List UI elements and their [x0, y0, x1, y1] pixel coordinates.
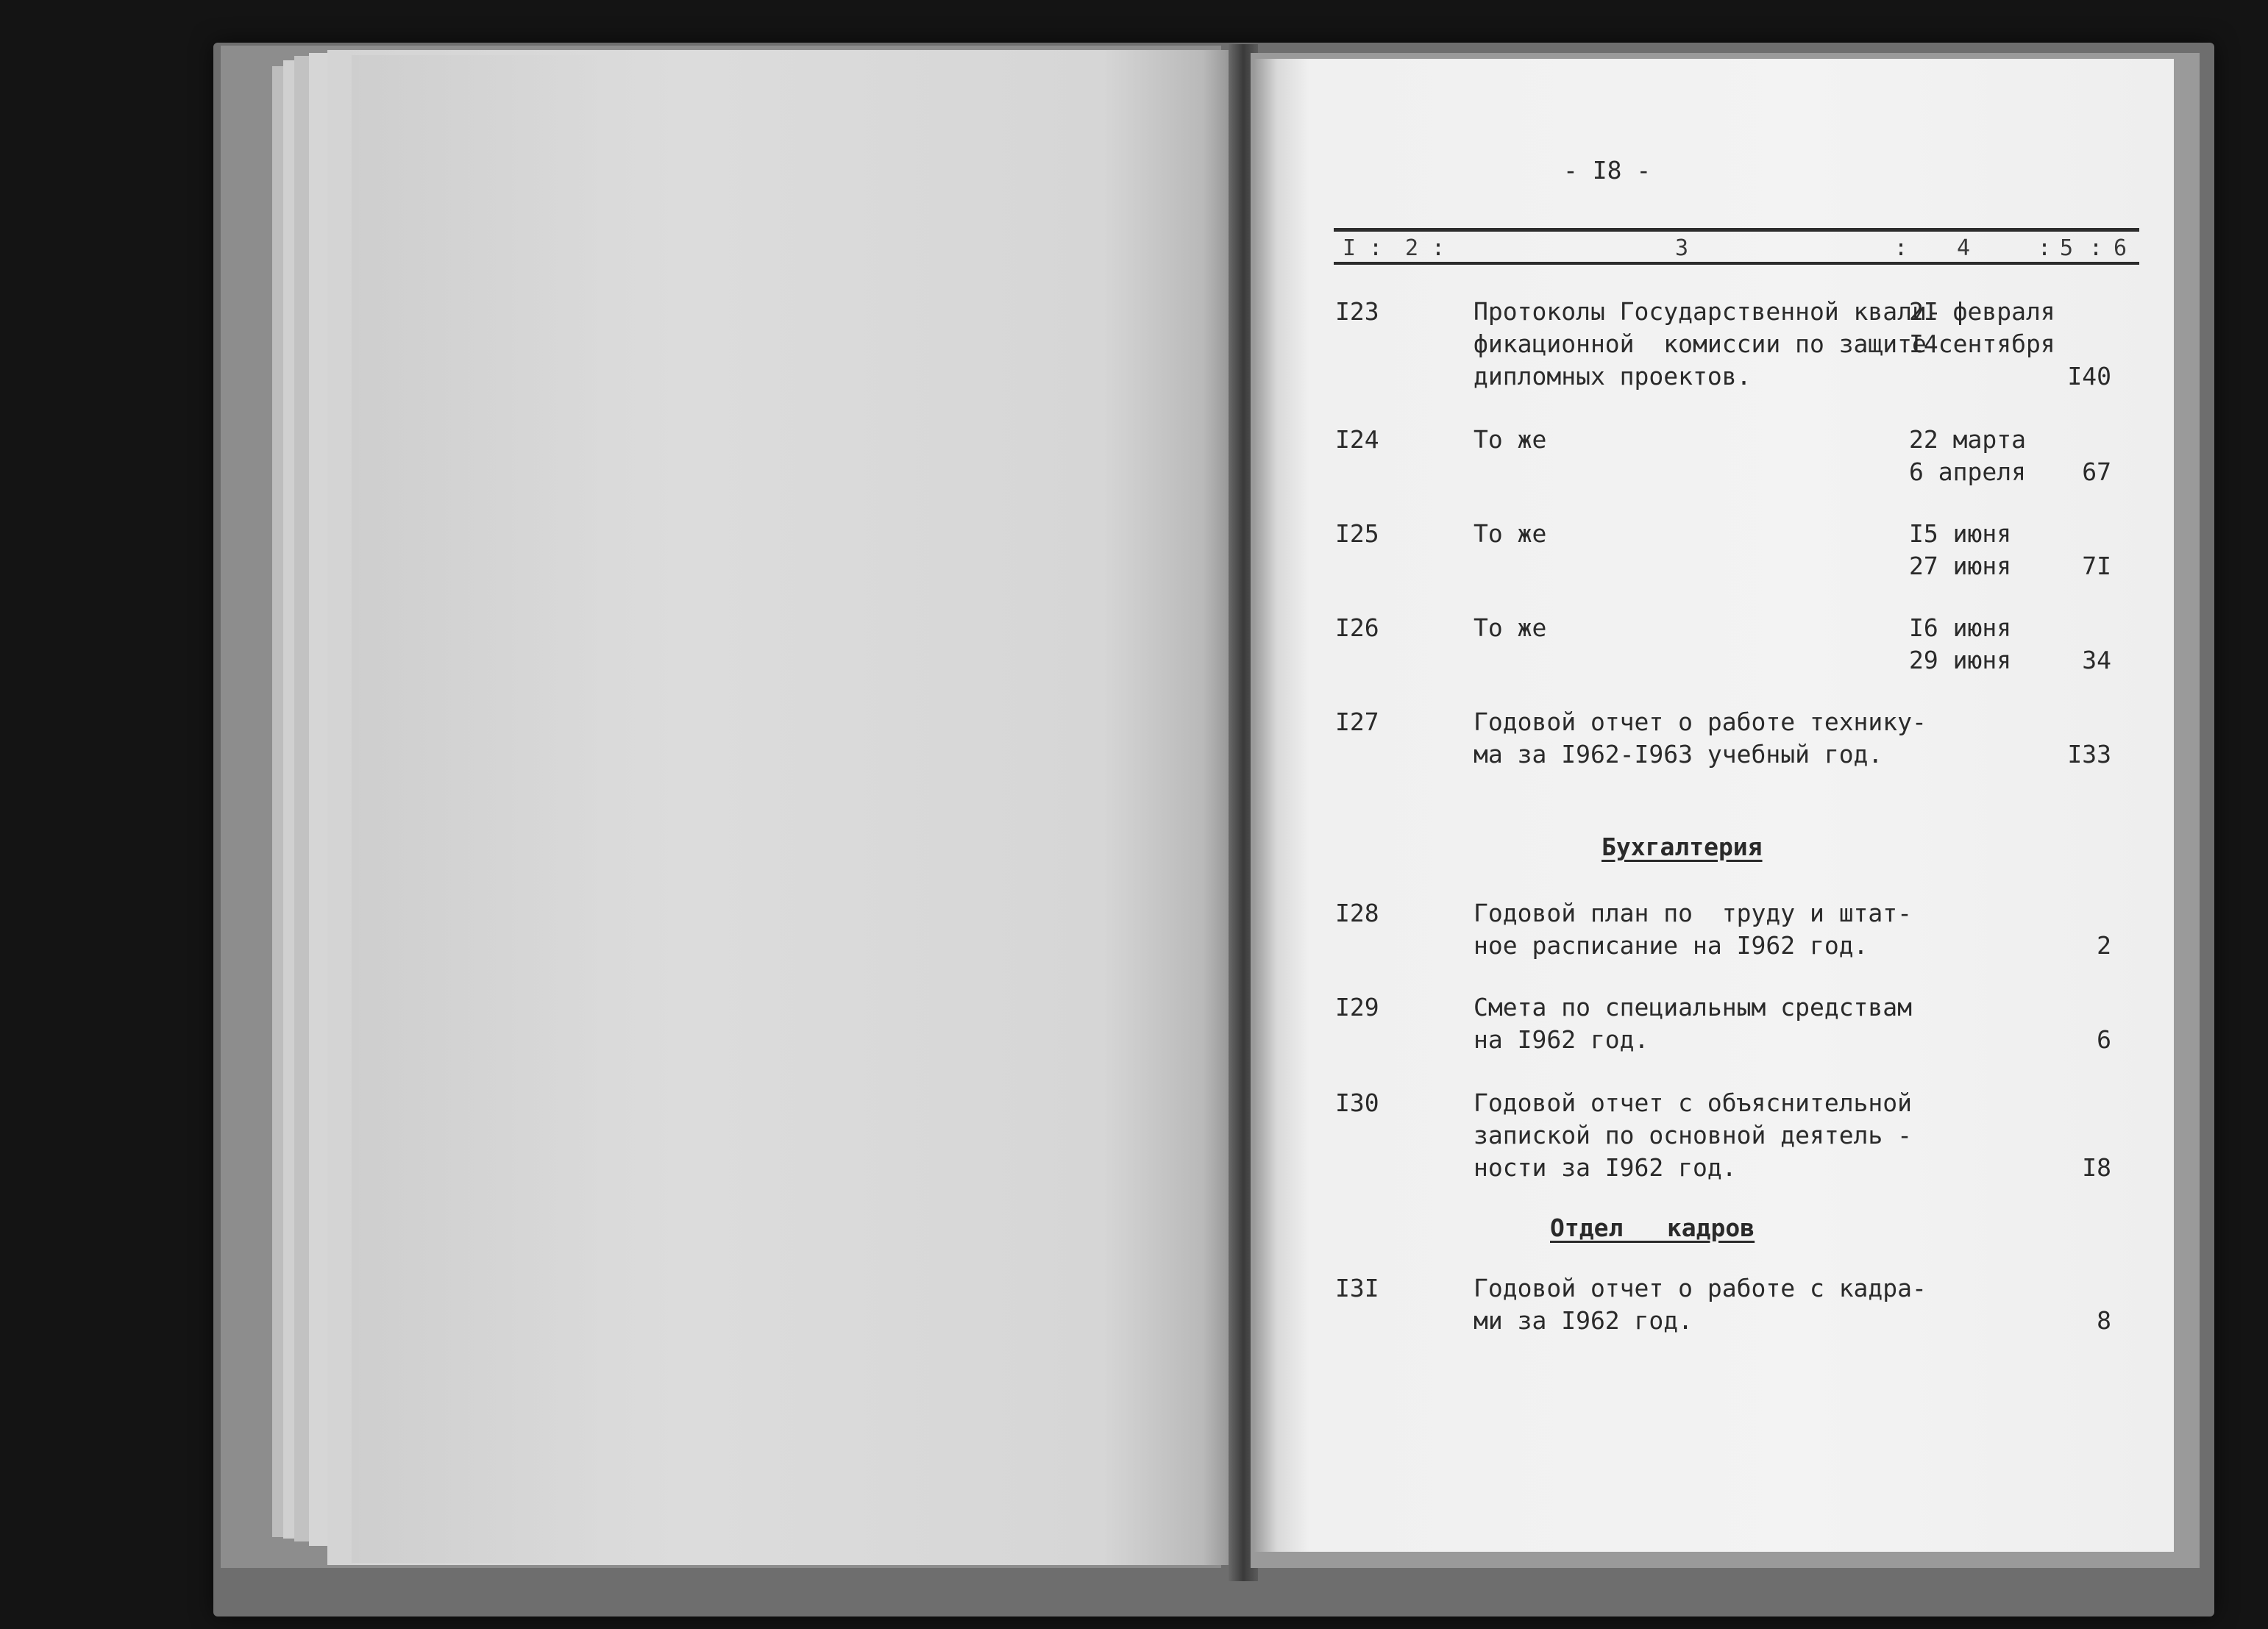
entry-description: Годовой отчет о работе технику- ма за I962-I963 учебный год. [1474, 707, 1927, 769]
entry-description: Смета по специальным средствам на I962 год. [1474, 993, 1913, 1054]
column-header-2: 2 [1405, 235, 1419, 261]
entry-page-count: 6 [2097, 1025, 2111, 1054]
column-header-5: 5 [2060, 235, 2074, 261]
entry-description: Годовой отчет с объяснительной запиской по основной деятель - ности за I962 год. [1474, 1088, 1913, 1182]
entry-page-count: 34 [2082, 646, 2111, 674]
entry-description: Протоколы Государственной квали- фикационной комиссии по защите дипломных проектов. [1474, 297, 1941, 391]
entry-number: I23 [1335, 297, 1379, 326]
typed-page-content [1254, 59, 2174, 1552]
column-header-4: 4 [1957, 235, 1971, 261]
entry-page-count: I8 [2082, 1153, 2111, 1182]
entry-dates: 2I февраля I4сентября [1909, 297, 2055, 358]
column-header-3: 3 [1675, 235, 1689, 261]
entry-number: I24 [1335, 425, 1379, 454]
entry-number: I30 [1335, 1088, 1379, 1117]
section-heading-accounting: Бухгалтерия [1602, 833, 1763, 861]
entry-description: То же [1474, 519, 1547, 548]
header-rule-top [1334, 228, 2139, 232]
entry-dates: 22 марта 6 апреля [1909, 425, 2026, 486]
entry-page-count: I33 [2067, 740, 2111, 769]
entry-page-count: 8 [2097, 1306, 2111, 1335]
column-separator: : [2038, 235, 2052, 261]
page-number: - I8 - [1563, 156, 1652, 185]
column-header-6: 6 [2114, 235, 2127, 261]
entry-description: То же [1474, 425, 1547, 454]
entry-description: Годовой отчет о работе с кадра- ми за I962 год. [1474, 1274, 1927, 1335]
entry-number: I28 [1335, 899, 1379, 927]
entry-page-count: 7I [2082, 552, 2111, 580]
entry-number: I29 [1335, 993, 1379, 1022]
entry-number: I27 [1335, 707, 1379, 736]
column-separator: : [1894, 235, 1908, 261]
entry-description: То же [1474, 613, 1547, 642]
column-separator: : [2089, 235, 2103, 261]
section-heading-personnel: Отдел кадров [1550, 1213, 1755, 1242]
entry-dates: I5 июня 27 июня [1909, 519, 2012, 580]
column-header-1: I [1343, 235, 1357, 261]
entry-description: Годовой план по труду и штат- ное расписание на I962 год. [1474, 899, 1913, 960]
entry-page-count: 2 [2097, 931, 2111, 960]
header-rule-bottom [1334, 262, 2139, 265]
entry-number: I26 [1335, 613, 1379, 642]
entry-number: I3I [1335, 1274, 1379, 1302]
column-separator: : [1432, 235, 1446, 261]
left-page-shade [352, 55, 1234, 1563]
entry-page-count: I40 [2067, 362, 2111, 391]
entry-dates: I6 июня 29 июня [1909, 613, 2012, 674]
entry-page-count: 67 [2082, 457, 2111, 486]
column-separator: : [1369, 235, 1383, 261]
entry-number: I25 [1335, 519, 1379, 548]
